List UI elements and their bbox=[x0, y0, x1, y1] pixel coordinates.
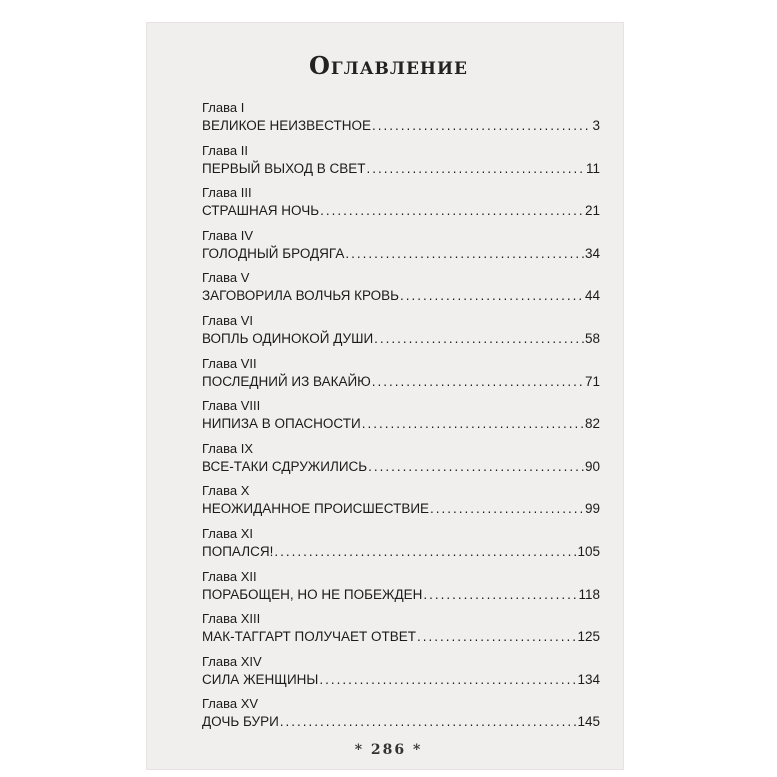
toc-entry bbox=[202, 607, 600, 650]
table-of-contents bbox=[202, 96, 600, 735]
chapter-number: Глава XIV bbox=[202, 653, 262, 669]
toc-entry bbox=[202, 181, 600, 224]
chapter-line bbox=[202, 203, 600, 218]
chapter-title: ЗАГОВОРИЛА ВОЛЧЬЯ КРОВЬ bbox=[202, 288, 400, 304]
chapter-number: Глава VIII bbox=[202, 398, 261, 414]
toc-entry bbox=[202, 692, 600, 735]
chapter-number: Глава XI bbox=[202, 525, 254, 541]
chapter-line bbox=[202, 672, 600, 687]
chapter-line bbox=[202, 246, 600, 261]
chapter-page: 3 bbox=[592, 118, 600, 133]
chapter-number: Глава VII bbox=[202, 355, 257, 371]
chapter-title: ВЕЛИКОЕ НЕИЗВЕСТНОЕ bbox=[202, 118, 371, 133]
chapter-line bbox=[202, 544, 600, 559]
chapter-line bbox=[202, 288, 600, 303]
dot-leader bbox=[367, 161, 585, 176]
toc-entry bbox=[202, 266, 600, 309]
dot-leader bbox=[319, 672, 576, 687]
chapter-title: НЕОЖИДАННОЕ ПРОИСШЕСТВИЕ bbox=[202, 501, 430, 517]
chapter-title: ПОСЛЕДНИЙ ИЗ ВАКАЙЮ bbox=[202, 373, 371, 389]
chapter-line bbox=[202, 629, 600, 644]
toc-entry bbox=[202, 309, 600, 352]
chapter-number: Глава XII bbox=[202, 568, 257, 584]
chapter-title: ПОРАБОЩЕН, НО НЕ ПОБЕЖДЕН bbox=[202, 586, 423, 602]
dot-leader bbox=[320, 203, 584, 218]
chapter-page: 134 bbox=[577, 671, 600, 687]
dot-leader bbox=[368, 459, 584, 474]
dot-leader bbox=[430, 501, 584, 516]
chapter-page: 99 bbox=[584, 501, 600, 517]
chapter-page: 105 bbox=[577, 543, 600, 559]
chapter-number: Глава XV bbox=[202, 696, 259, 712]
chapter-page: 118 bbox=[578, 586, 600, 602]
chapter-number: Глава V bbox=[202, 270, 250, 286]
chapter-page: 82 bbox=[584, 416, 600, 432]
chapter-page: 71 bbox=[584, 373, 600, 389]
chapter-line bbox=[202, 714, 600, 729]
dot-leader bbox=[274, 544, 576, 559]
chapter-page: 34 bbox=[584, 245, 600, 261]
chapter-title: ПОПАЛСЯ! bbox=[202, 543, 274, 559]
chapter-number: Глава IX bbox=[202, 440, 254, 456]
toc-entry bbox=[202, 522, 600, 565]
chapter-page: 44 bbox=[584, 288, 600, 304]
dot-leader bbox=[417, 629, 576, 644]
dot-leader bbox=[400, 288, 584, 303]
chapter-number: Глава II bbox=[202, 142, 248, 158]
dot-leader bbox=[362, 416, 584, 431]
chapter-number: Глава III bbox=[202, 185, 252, 201]
chapter-page: 21 bbox=[584, 203, 600, 219]
chapter-page: 58 bbox=[584, 330, 600, 346]
chapter-line bbox=[202, 118, 600, 133]
chapter-page: 145 bbox=[577, 714, 600, 730]
toc-entry bbox=[202, 650, 600, 693]
chapter-title: ГОЛОДНЫЙ БРОДЯГА bbox=[202, 245, 345, 261]
dot-leader bbox=[372, 118, 592, 133]
chapter-line bbox=[202, 374, 600, 389]
chapter-line bbox=[202, 459, 600, 474]
toc-entry bbox=[202, 479, 600, 522]
page-number: * 286 * bbox=[354, 742, 423, 758]
chapter-number: Глава IV bbox=[202, 227, 254, 243]
chapter-page: 125 bbox=[577, 629, 600, 645]
dot-leader bbox=[372, 374, 584, 389]
chapter-number: Глава I bbox=[202, 100, 245, 115]
chapter-page: 90 bbox=[584, 458, 600, 474]
dot-leader bbox=[423, 587, 577, 602]
toc-entry bbox=[202, 394, 600, 437]
dot-leader bbox=[280, 714, 577, 729]
dot-leader bbox=[374, 331, 584, 346]
chapter-title: ВОПЛЬ ОДИНОКОЙ ДУШИ bbox=[202, 330, 374, 346]
toc-entry bbox=[202, 96, 600, 139]
chapter-line bbox=[202, 587, 600, 602]
chapter-page: 11 bbox=[585, 160, 600, 176]
chapter-line bbox=[202, 501, 600, 516]
chapter-line bbox=[202, 416, 600, 431]
chapter-line bbox=[202, 161, 600, 176]
chapter-title: СИЛА ЖЕНЩИНЫ bbox=[202, 671, 319, 687]
chapter-title: ВСЕ-ТАКИ СДРУЖИЛИСЬ bbox=[202, 458, 368, 474]
chapter-title: ДОЧЬ БУРИ bbox=[202, 714, 279, 730]
chapter-title: МАК-ТАГГАРТ ПОЛУЧАЕТ ОТВЕТ bbox=[202, 629, 417, 645]
toc-entry bbox=[202, 224, 600, 267]
chapter-number: Глава XIII bbox=[202, 611, 261, 627]
toc-entry bbox=[202, 139, 600, 182]
toc-entry bbox=[202, 437, 600, 480]
page-title: Оглавление bbox=[309, 51, 468, 80]
chapter-number: Глава VI bbox=[202, 312, 254, 328]
toc-entry bbox=[202, 352, 600, 395]
chapter-title: СТРАШНАЯ НОЧЬ bbox=[202, 203, 320, 219]
chapter-line bbox=[202, 331, 600, 346]
chapter-title: ПЕРВЫЙ ВЫХОД В СВЕТ bbox=[202, 160, 366, 176]
chapter-title: НИПИЗА В ОПАСНОСТИ bbox=[202, 416, 361, 432]
toc-entry bbox=[202, 565, 600, 608]
dot-leader bbox=[345, 246, 584, 261]
chapter-number: Глава X bbox=[202, 483, 250, 499]
